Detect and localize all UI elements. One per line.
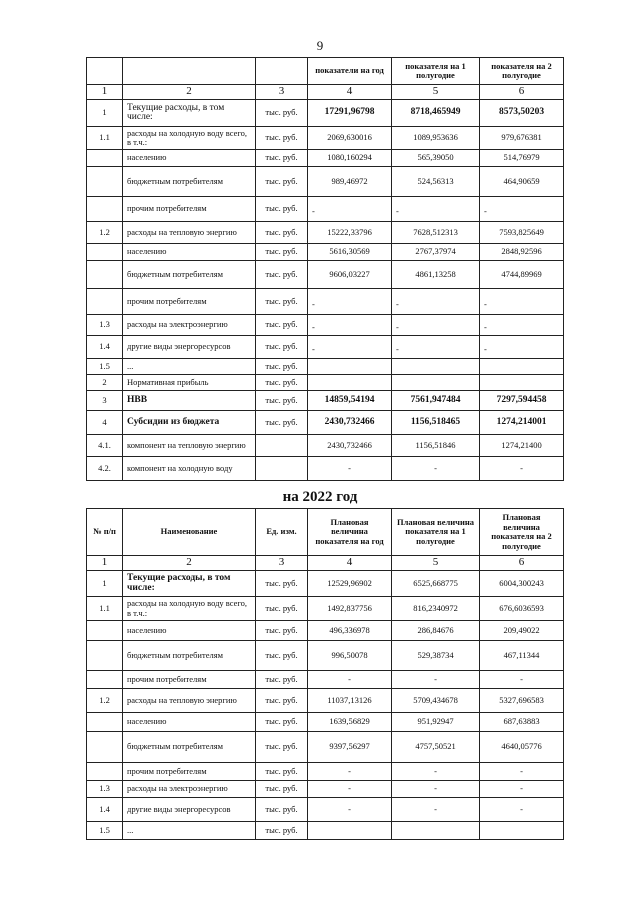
row-name-cell: бюджетным потребителям [123, 641, 256, 671]
h2-value-cell: - [480, 781, 564, 798]
table-2021 [86, 57, 564, 481]
row-name-cell: Субсидии из бюджета [123, 411, 256, 435]
column-header: показателя на 2 полугодие [480, 58, 564, 85]
h2-value-cell: 1274,21400 [480, 435, 564, 457]
h1-value-cell [392, 289, 480, 315]
h1-value-cell: - [392, 781, 480, 798]
h1-value-cell: 1089,953636 [392, 127, 480, 150]
row-number-cell [87, 244, 123, 261]
row-name-cell: населению [123, 244, 256, 261]
unit-cell: тыс. руб. [256, 244, 308, 261]
table-row [87, 621, 564, 641]
page-number: 9 [316, 38, 324, 53]
h1-value-cell: 286,84676 [392, 621, 480, 641]
column-number-row [87, 556, 564, 571]
column-header: Плановая величина показателя на 1 полугодие [392, 509, 480, 556]
row-name-cell: расходы на электроэнергию [123, 781, 256, 798]
h2-value-cell: 8573,50203 [480, 100, 564, 127]
row-name-cell: прочим потребителям [123, 197, 256, 222]
h2-value-cell [480, 289, 564, 315]
year-value-cell [308, 197, 392, 222]
h1-value-cell: - [392, 457, 480, 481]
h2-value-cell: - [480, 457, 564, 481]
table-row [87, 798, 564, 822]
h2-value-cell [480, 822, 564, 840]
year-value-cell: 1639,56829 [308, 713, 392, 732]
h1-value-cell: 529,38734 [392, 641, 480, 671]
row-number-cell: 1.5 [87, 822, 123, 840]
column-number-row [87, 85, 564, 100]
table-row [87, 244, 564, 261]
column-header [256, 58, 308, 85]
h2-value-cell: 687,63883 [480, 713, 564, 732]
column-number: 2 [123, 556, 256, 571]
table-row [87, 167, 564, 197]
year-value-cell: 9397,56297 [308, 732, 392, 763]
column-header [123, 58, 256, 85]
row-number-cell [87, 732, 123, 763]
h2-value-cell: 514,76979 [480, 150, 564, 167]
unit-cell [256, 457, 308, 481]
unit-cell: тыс. руб. [256, 336, 308, 359]
row-number-cell: 1 [87, 571, 123, 597]
row-number-cell [87, 150, 123, 167]
h1-value-cell: 524,56313 [392, 167, 480, 197]
h1-value-cell: - [392, 798, 480, 822]
h1-value-cell [392, 359, 480, 375]
unit-cell: тыс. руб. [256, 671, 308, 689]
h2-value-cell: 4744,89969 [480, 261, 564, 289]
h2-value-cell: - [480, 798, 564, 822]
row-number-cell: 1 [87, 100, 123, 127]
row-number-cell: 1.3 [87, 315, 123, 336]
column-number: 4 [308, 85, 392, 100]
row-number-cell [87, 763, 123, 781]
unit-cell: тыс. руб. [256, 641, 308, 671]
row-name-cell: расходы на холодную воду всего, в т.ч.: [123, 597, 256, 621]
h1-value-cell: 7628,512313 [392, 222, 480, 244]
table-row [87, 571, 564, 597]
h2-value-cell: 979,676381 [480, 127, 564, 150]
table-row [87, 713, 564, 732]
header-row [87, 58, 564, 85]
h1-value-cell [392, 197, 480, 222]
column-header [87, 58, 123, 85]
row-number-cell [87, 261, 123, 289]
column-header: Плановая величина показателя на год [308, 509, 392, 556]
h2-value-cell: 464,90659 [480, 167, 564, 197]
column-number: 4 [308, 556, 392, 571]
h1-value-cell: 4861,13258 [392, 261, 480, 289]
h2-value-cell: 7297,594458 [480, 391, 564, 411]
row-number-cell: 1.4 [87, 336, 123, 359]
column-header: Плановая величина показателя на 2 полугодие [480, 509, 564, 556]
row-number-cell: 1.1 [87, 127, 123, 150]
unit-cell: тыс. руб. [256, 261, 308, 289]
h1-value-cell: 816,2340972 [392, 597, 480, 621]
table-row [87, 763, 564, 781]
year-value-cell: - [308, 763, 392, 781]
column-header: показателя на 1 полугодие [392, 58, 480, 85]
year-value-cell [308, 375, 392, 391]
year-value-cell: - [308, 457, 392, 481]
row-name-cell: населению [123, 621, 256, 641]
dash-value: - [396, 322, 399, 333]
h1-value-cell: 6525,668775 [392, 571, 480, 597]
column-number: 5 [392, 556, 480, 571]
row-name-cell: компонент на тепловую энергию [123, 435, 256, 457]
row-number-cell: 1.4 [87, 798, 123, 822]
column-number: 3 [256, 556, 308, 571]
table-row [87, 289, 564, 315]
h2-value-cell: - [480, 763, 564, 781]
row-name-cell: компонент на холодную воду [123, 457, 256, 481]
year-value-cell: 989,46972 [308, 167, 392, 197]
unit-cell: тыс. руб. [256, 798, 308, 822]
year-value-cell: 11037,13126 [308, 689, 392, 713]
h2-value-cell: 2848,92596 [480, 244, 564, 261]
row-number-cell: 4.1. [87, 435, 123, 457]
row-name-cell: ... [123, 822, 256, 840]
h1-value-cell [392, 336, 480, 359]
year-value-cell: - [308, 781, 392, 798]
unit-cell: тыс. руб. [256, 100, 308, 127]
column-header: Ед. изм. [256, 509, 308, 556]
h2-value-cell: 4640,05776 [480, 732, 564, 763]
row-name-cell: расходы на холодную воду всего, в т.ч.: [123, 127, 256, 150]
year-value-cell [308, 822, 392, 840]
row-name-cell: прочим потребителям [123, 289, 256, 315]
year-value-cell: 17291,96798 [308, 100, 392, 127]
table-row [87, 597, 564, 621]
unit-cell: тыс. руб. [256, 713, 308, 732]
year-value-cell [308, 315, 392, 336]
column-number: 2 [123, 85, 256, 100]
table-row [87, 222, 564, 244]
h1-value-cell: - [392, 671, 480, 689]
h1-value-cell: 1156,51846 [392, 435, 480, 457]
unit-cell: тыс. руб. [256, 621, 308, 641]
table-row [87, 732, 564, 763]
table-row [87, 781, 564, 798]
year-value-cell: 1492,837756 [308, 597, 392, 621]
row-name-cell: Текущие расходы, в том числе: [123, 571, 256, 597]
row-number-cell [87, 641, 123, 671]
year-value-cell [308, 359, 392, 375]
dash-value: - [396, 298, 399, 309]
column-number: 3 [256, 85, 308, 100]
table-row [87, 641, 564, 671]
row-number-cell [87, 621, 123, 641]
unit-cell [256, 435, 308, 457]
unit-cell: тыс. руб. [256, 222, 308, 244]
year-value-cell: 12529,96902 [308, 571, 392, 597]
row-number-cell [87, 167, 123, 197]
year-title: на 2022 год [282, 489, 358, 505]
row-name-cell: НВВ [123, 391, 256, 411]
h2-value-cell: 676,6036593 [480, 597, 564, 621]
year-value-cell: - [308, 798, 392, 822]
h2-value-cell: 209,49022 [480, 621, 564, 641]
row-name-cell: бюджетным потребителям [123, 732, 256, 763]
table-row [87, 100, 564, 127]
row-name-cell: расходы на электроэнергию [123, 315, 256, 336]
h2-value-cell [480, 359, 564, 375]
row-name-cell: населению [123, 713, 256, 732]
column-header: показатели на год [308, 58, 392, 85]
row-number-cell: 1.2 [87, 222, 123, 244]
unit-cell: тыс. руб. [256, 763, 308, 781]
h2-value-cell: 7593,825649 [480, 222, 564, 244]
table-row [87, 197, 564, 222]
dash-value: - [312, 322, 315, 333]
year-value-cell: 1080,160294 [308, 150, 392, 167]
column-number: 6 [480, 85, 564, 100]
unit-cell: тыс. руб. [256, 289, 308, 315]
h2-value-cell [480, 197, 564, 222]
h2-value-cell: 1274,214001 [480, 411, 564, 435]
row-number-cell: 1.5 [87, 359, 123, 375]
table-row [87, 150, 564, 167]
h1-value-cell: 5709,434678 [392, 689, 480, 713]
unit-cell: тыс. руб. [256, 571, 308, 597]
table-row [87, 359, 564, 375]
h1-value-cell: 4757,50521 [392, 732, 480, 763]
unit-cell: тыс. руб. [256, 391, 308, 411]
row-number-cell [87, 197, 123, 222]
header-row [87, 509, 564, 556]
table-row [87, 457, 564, 481]
h1-value-cell: 565,39050 [392, 150, 480, 167]
dash-value: - [312, 206, 315, 217]
row-number-cell: 1.1 [87, 597, 123, 621]
dash-value: - [396, 206, 399, 217]
row-name-cell: Текущие расходы, в том числе: [123, 100, 256, 127]
row-name-cell: населению [123, 150, 256, 167]
h1-value-cell: 2767,37974 [392, 244, 480, 261]
unit-cell: тыс. руб. [256, 127, 308, 150]
row-name-cell: другие виды энергоресурсов [123, 798, 256, 822]
dash-value: - [396, 344, 399, 355]
h1-value-cell: 8718,465949 [392, 100, 480, 127]
h1-value-cell: 7561,947484 [392, 391, 480, 411]
h2-value-cell: 6004,300243 [480, 571, 564, 597]
row-name-cell: бюджетным потребителям [123, 167, 256, 197]
table-row [87, 391, 564, 411]
dash-value: - [484, 322, 487, 333]
dash-value: - [312, 344, 315, 355]
year-value-cell: 2069,630016 [308, 127, 392, 150]
year-value-cell: 2430,732466 [308, 435, 392, 457]
unit-cell: тыс. руб. [256, 315, 308, 336]
row-name-cell: прочим потребителям [123, 763, 256, 781]
year-value-cell: 5616,30569 [308, 244, 392, 261]
column-header: № п/п [87, 509, 123, 556]
row-name-cell: прочим потребителям [123, 671, 256, 689]
year-value-cell: 15222,33796 [308, 222, 392, 244]
unit-cell: тыс. руб. [256, 197, 308, 222]
year-value-cell [308, 289, 392, 315]
dash-value: - [484, 206, 487, 217]
column-number: 5 [392, 85, 480, 100]
table-row [87, 689, 564, 713]
table-row [87, 315, 564, 336]
unit-cell: тыс. руб. [256, 781, 308, 798]
h1-value-cell [392, 375, 480, 391]
h1-value-cell: 1156,518465 [392, 411, 480, 435]
h1-value-cell [392, 315, 480, 336]
unit-cell: тыс. руб. [256, 597, 308, 621]
unit-cell: тыс. руб. [256, 359, 308, 375]
row-name-cell: расходы на тепловую энергию [123, 222, 256, 244]
row-number-cell: 1.3 [87, 781, 123, 798]
row-name-cell: Нормативная прибыль [123, 375, 256, 391]
table-row [87, 671, 564, 689]
year-value-cell: 14859,54194 [308, 391, 392, 411]
table-row [87, 127, 564, 150]
year-value-cell: 496,336978 [308, 621, 392, 641]
h1-value-cell: - [392, 763, 480, 781]
table-row [87, 411, 564, 435]
dash-value: - [484, 344, 487, 355]
h2-value-cell: - [480, 671, 564, 689]
row-number-cell [87, 713, 123, 732]
table-row [87, 375, 564, 391]
row-number-cell: 1.2 [87, 689, 123, 713]
year-value-cell: 2430,732466 [308, 411, 392, 435]
table-row [87, 336, 564, 359]
row-number-cell: 4 [87, 411, 123, 435]
h2-value-cell [480, 336, 564, 359]
row-number-cell: 3 [87, 391, 123, 411]
table-row [87, 435, 564, 457]
h2-value-cell: 5327,696583 [480, 689, 564, 713]
row-number-cell [87, 671, 123, 689]
unit-cell: тыс. руб. [256, 689, 308, 713]
unit-cell: тыс. руб. [256, 411, 308, 435]
row-number-cell: 4.2. [87, 457, 123, 481]
dash-value: - [484, 298, 487, 309]
year-value-cell: 996,50078 [308, 641, 392, 671]
unit-cell: тыс. руб. [256, 822, 308, 840]
h1-value-cell: 951,92947 [392, 713, 480, 732]
unit-cell: тыс. руб. [256, 732, 308, 763]
column-number: 1 [87, 556, 123, 571]
unit-cell: тыс. руб. [256, 375, 308, 391]
h2-value-cell [480, 315, 564, 336]
h2-value-cell: 467,11344 [480, 641, 564, 671]
column-number: 1 [87, 85, 123, 100]
year-value-cell [308, 336, 392, 359]
table-2022 [86, 508, 564, 840]
row-number-cell [87, 289, 123, 315]
row-name-cell: ... [123, 359, 256, 375]
year-value-cell: 9606,03227 [308, 261, 392, 289]
year-value-cell: - [308, 671, 392, 689]
h1-value-cell [392, 822, 480, 840]
dash-value: - [312, 298, 315, 309]
unit-cell: тыс. руб. [256, 150, 308, 167]
h2-value-cell [480, 375, 564, 391]
row-number-cell: 2 [87, 375, 123, 391]
row-name-cell: бюджетным потребителям [123, 261, 256, 289]
row-name-cell: расходы на тепловую энергию [123, 689, 256, 713]
table-row [87, 822, 564, 840]
row-name-cell: другие виды энергоресурсов [123, 336, 256, 359]
table-row [87, 261, 564, 289]
unit-cell: тыс. руб. [256, 167, 308, 197]
column-header: Наименование [123, 509, 256, 556]
column-number: 6 [480, 556, 564, 571]
